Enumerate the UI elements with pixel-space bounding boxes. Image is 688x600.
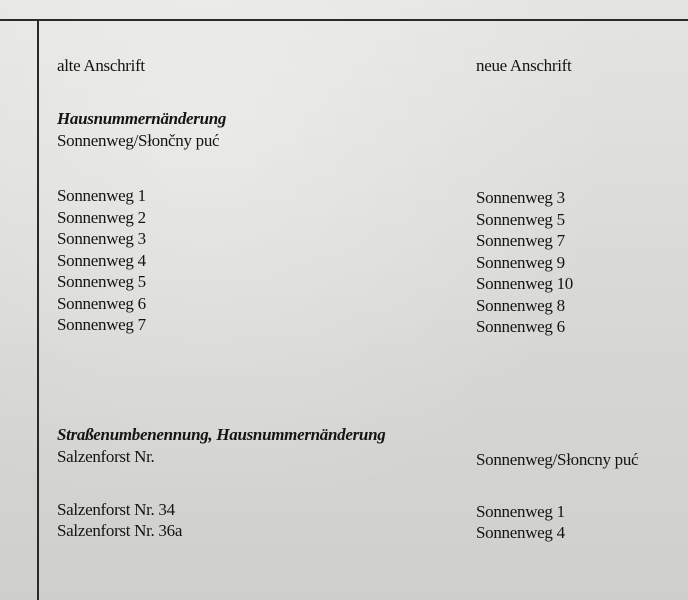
table-row-new-address: Sonnenweg 5 <box>476 209 565 229</box>
section2-street-new: Sonnenweg/Słoncny puć <box>476 450 639 469</box>
left-rule <box>37 20 39 600</box>
table-row-old-address: Sonnenweg 7 <box>57 315 146 334</box>
table-row-old-address: Sonnenweg 5 <box>57 272 146 291</box>
section1-title: Hausnummernänderung <box>57 109 227 128</box>
table-row-new-address: Sonnenweg 4 <box>476 523 565 542</box>
table-row-old-address: Sonnenweg 3 <box>57 229 146 248</box>
table-row-new-address: Sonnenweg 8 <box>476 295 565 315</box>
header-new-address: neue Anschrift <box>476 56 572 75</box>
table-row-old-address: Sonnenweg 2 <box>57 207 146 227</box>
header-old-address: alte Anschrift <box>57 56 145 75</box>
table-row-new-address: Sonnenweg 1 <box>476 502 565 521</box>
table-row-old-address: Sonnenweg 4 <box>57 250 146 270</box>
section2-street-old: Salzenforst Nr. <box>57 447 155 466</box>
table-row-new-address: Sonnenweg 3 <box>476 188 565 207</box>
section1-street: Sonnenweg/Słončny puć <box>57 131 220 150</box>
table-row-old-address: Salzenforst Nr. 36a <box>57 521 183 540</box>
top-rule <box>0 19 688 21</box>
table-row-old-address: Salzenforst Nr. 34 <box>57 500 175 519</box>
table-row-old-address: Sonnenweg 6 <box>57 293 146 313</box>
table-row-new-address: Sonnenweg 9 <box>476 252 565 272</box>
table-row-old-address: Sonnenweg 1 <box>57 186 146 205</box>
table-row-new-address: Sonnenweg 6 <box>476 317 565 336</box>
section2-title: Straßenumbenennung, Hausnummernänderung <box>57 425 386 444</box>
table-row-new-address: Sonnenweg 7 <box>476 231 565 250</box>
table-row-new-address: Sonnenweg 10 <box>476 274 573 293</box>
